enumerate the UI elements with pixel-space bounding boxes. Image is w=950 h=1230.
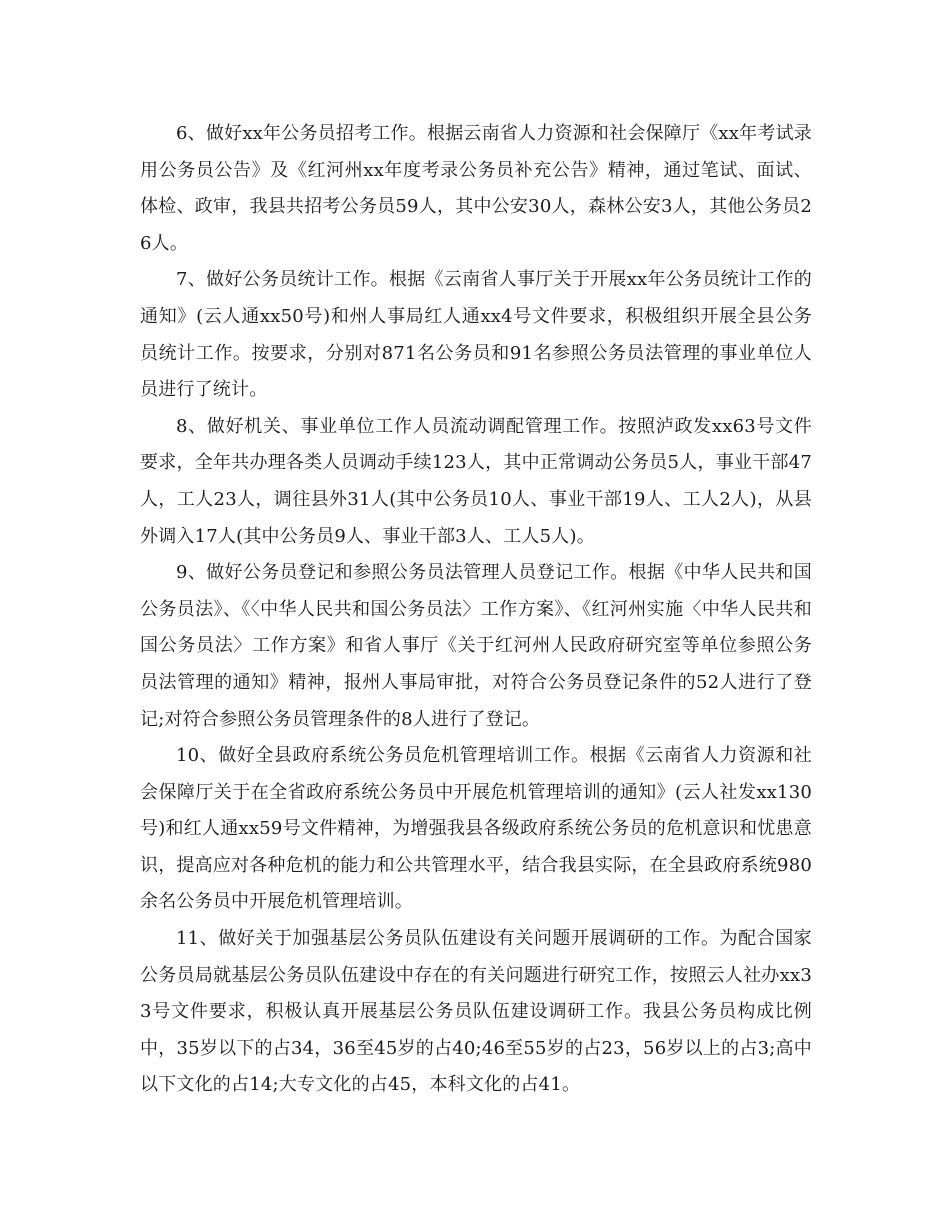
document-body <box>140 116 812 1104</box>
paragraph-item-8: 8、做好机关、事业单位工作人员流动调配管理工作。按照泸政发xx63号文件要求，全年共办理各类人员调动手续123人，其中正常调动公务员5人，事业干部47人，工人23人，调往县外31人(其中公务员10人、事业干部19人、工人2人)，从县外调入17人(其中公务员9人、事业干部3人、工人5人)。 <box>140 415 812 547</box>
paragraph-item-10: 10、做好全县政府系统公务员危机管理培训工作。根据《云南省人力资源和社会保障厅关于在全省政府系统公务员中开展危机管理培训的通知》(云人社发xx130号)和红人通xx59号文件精神，为增强我县各级政府系统公务员的危机意识和忧患意识，提高应对各种危机的能力和公共管理水平，结合我县实际，在全县政府系统980余名公务员中开展危机管理培训。 <box>140 745 812 913</box>
paragraph-item-6: 6、做好xx年公务员招考工作。根据云南省人力资源和社会保障厅《xx年考试录用公务员公告》及《红河州xx年度考录公务员补充公告》精神，通过笔试、面试、体检、政审，我县共招考公务员59人，其中公安30人，森林公安3人，其他公务员26人。 <box>140 123 812 254</box>
paragraph-item-11: 11、做好关于加强基层公务员队伍建设有关问题开展调研的工作。为配合国家公务员局就基层公务员队伍建设中存在的有关问题进行研究工作，按照云人社办xx33号文件要求，积极认真开展基层公务员队伍建设调研工作。我县公务员构成比例中，35岁以下的占34，36至45岁的占40;46至55岁的占23，56岁以上的占3;高中以下文化的占14;大专文化的占45，本科文化的占41。 <box>140 928 812 1096</box>
paragraph-item-9: 9、做好公务员登记和参照公务员法管理人员登记工作。根据《中华人民共和国公务员法》、《〈中华人民共和国公务员法〉工作方案》、《红河州实施〈中华人民共和国公务员法〉工作方案》和省人事厅《关于红河州人民政府研究室等单位参照公务员法管理的通知》精神，报州人事局审批，对符合公务员登记条件的52人进行了登记;对符合参照公务员管理条件的8人进行了登记。 <box>140 562 812 730</box>
paragraph-item-7: 7、做好公务员统计工作。根据《云南省人事厅关于开展xx年公务员统计工作的通知》(云人通xx50号)和州人事局红人通xx4号文件要求，积极组织开展全县公务员统计工作。按要求，分别对871名公务员和91名参照公务员法管理的事业单位人员进行了统计。 <box>140 269 812 401</box>
